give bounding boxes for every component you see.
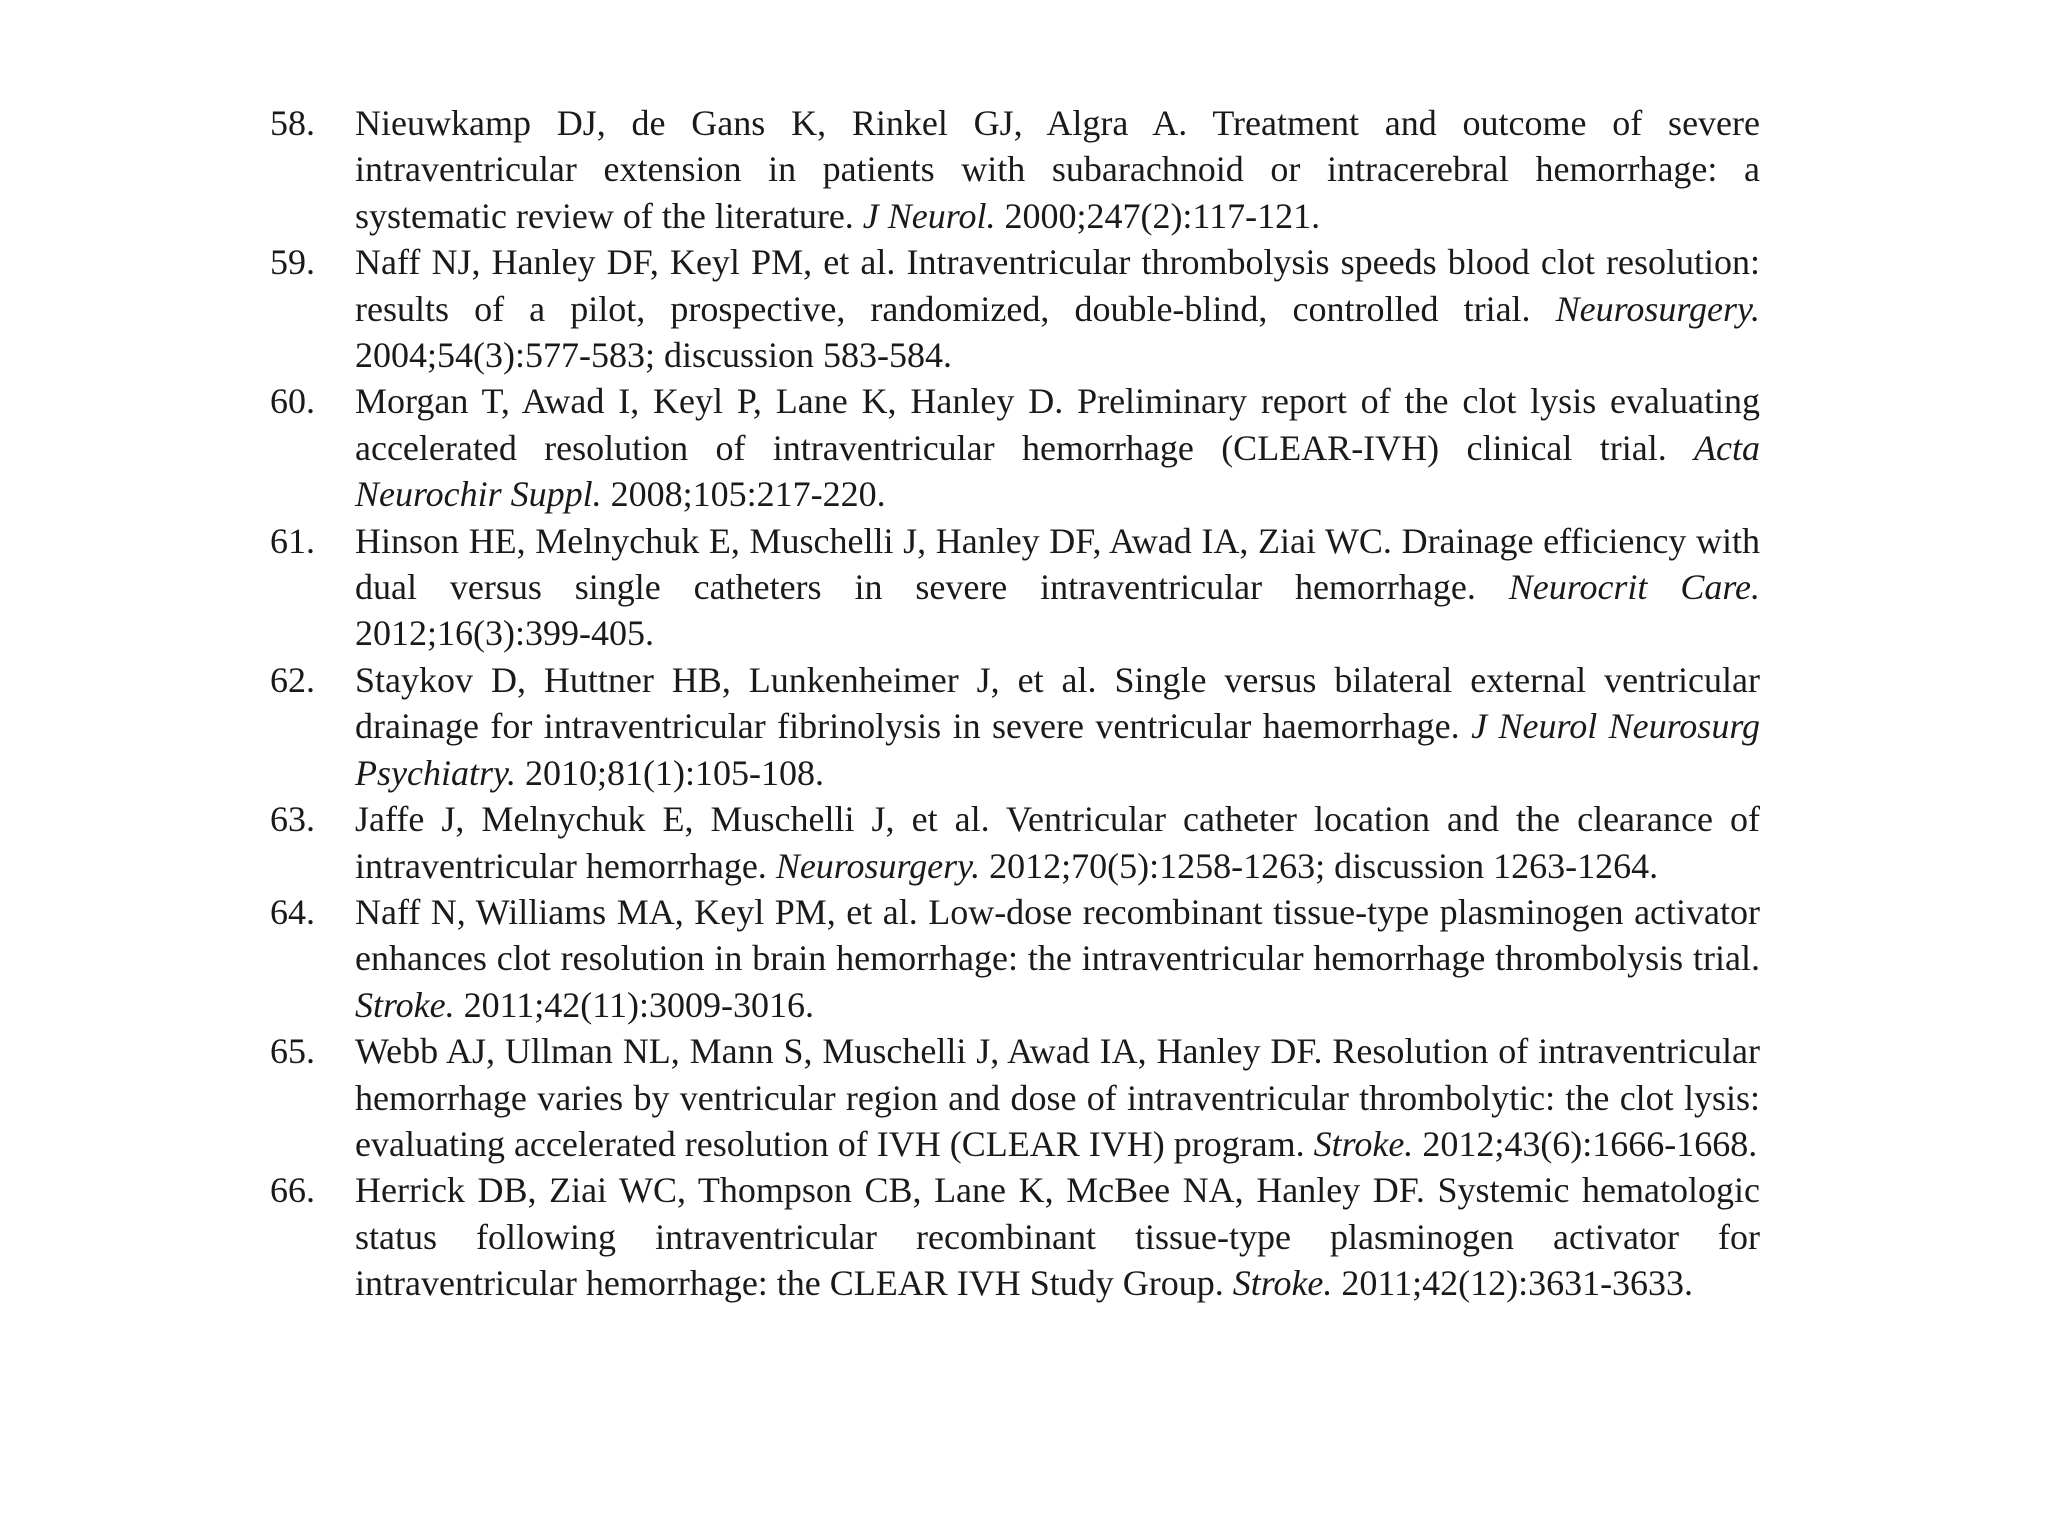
reference-item-64 [270,889,1760,1028]
reference-item-58 [270,100,1760,239]
reference-volume: 2011;42(11):3009-3016. [454,984,814,1025]
reference-volume: 2008;105:217-220. [601,474,886,515]
reference-number: 59. [270,242,315,283]
reference-citation: Naff N, Williams MA, Keyl PM, et al. Low-dose recombinant tissue-type plasminogen activator enhances clot resolution in brain hemorrhage: the intraventricular hemorrhage thrombolysis trial. [355,891,1760,979]
reference-volume: 2012;43(6):1666-1668. [1413,1123,1758,1164]
reference-text [355,796,1760,889]
reference-item-66 [270,1167,1760,1306]
reference-journal: Neurosurgery. [775,845,981,886]
reference-journal: Acta Neurochir Suppl. [355,427,1760,515]
reference-volume: 2004;54(3):577-583; discussion 583-584. [355,335,952,376]
reference-number: 65. [270,1031,315,1072]
reference-number: 61. [270,520,315,561]
reference-item-65 [270,1028,1760,1167]
reference-journal: Stroke. [355,984,455,1025]
reference-text [355,657,1760,796]
reference-citation: Morgan T, Awad I, Keyl P, Lane K, Hanley D. Preliminary report of the clot lysis evaluating accelerated resolution of intraventricular hemorrhage (CLEAR-IVH) clinical trial. [355,381,1760,468]
reference-citation: Webb AJ, Ullman NL, Mann S, Muschelli J, Awad IA, Hanley DF. Resolution of intraventricular hemorrhage varies by ventricular region and dose of intraventricular thrombolytic: the clot lysis: evaluating accelerated resolution of IVH (CLEAR IVH) program. [355,1031,1760,1164]
reference-volume: 2000;247(2):117-121. [995,195,1321,236]
reference-text [355,239,1760,378]
reference-page [270,100,1760,1307]
reference-citation: Naff NJ, Hanley DF, Keyl PM, et al. Intraventricular thrombolysis speeds blood clot resolution: results of a pilot, prospective, randomized, double-blind, controlled trial. [355,242,1760,329]
reference-list [270,100,1760,1307]
reference-text [355,100,1760,239]
reference-journal: Neurocrit Care. [1508,567,1760,608]
reference-journal: J Neurol. [862,195,996,236]
reference-citation: Hinson HE, Melnychuk E, Muschelli J, Hanley DF, Awad IA, Ziai WC. Drainage efficiency with dual versus single catheters in severe intraventricular hemorrhage. [355,520,1760,608]
reference-item-59 [270,239,1760,378]
reference-number: 62. [270,659,315,700]
reference-item-61 [270,518,1760,657]
reference-volume: 2010;81(1):105-108. [515,752,824,793]
reference-item-60 [270,378,1760,517]
reference-journal: J Neurol Neurosurg Psychiatry. [355,706,1760,793]
reference-text [355,1167,1760,1306]
reference-journal: Stroke. [1313,1123,1414,1164]
reference-citation: Staykov D, Huttner HB, Lunkenheimer J, et al. Single versus bilateral external ventricular drainage for intraventricular fibrinolysis in severe ventricular haemorrhage. [355,659,1760,747]
reference-text [355,378,1760,517]
reference-text [355,518,1760,657]
reference-volume: 2011;42(12):3631-3633. [1332,1263,1694,1304]
reference-number: 66. [270,1170,315,1211]
reference-citation: Jaffe J, Melnychuk E, Muschelli J, et al. Ventricular catheter location and the clearance of intraventricular hemorrhage. [355,799,1760,886]
reference-volume: 2012;16(3):399-405. [355,613,654,654]
reference-number: 58. [270,103,315,143]
reference-item-63 [270,796,1760,889]
reference-text [355,1028,1760,1167]
reference-number: 63. [270,799,315,840]
reference-volume: 2012;70(5):1258-1263; discussion 1263-1264. [980,845,1659,886]
reference-citation: Nieuwkamp DJ, de Gans K, Rinkel GJ, Algra A. Treatment and outcome of severe intraventricular extension in patients with subarachnoid or intracerebral hemorrhage: a systematic review of the literature. [355,103,1760,236]
reference-number: 60. [270,381,315,422]
reference-journal: Neurosurgery. [1555,288,1760,329]
reference-journal: Stroke. [1232,1263,1333,1304]
reference-text [355,889,1760,1028]
reference-item-62 [270,657,1760,796]
reference-citation: Herrick DB, Ziai WC, Thompson CB, Lane K, McBee NA, Hanley DF. Systemic hematologic status following intraventricular recombinant tissue-type plasminogen activator for intraventricular hemorrhage: the CLEAR IVH Study Group. [355,1170,1760,1304]
reference-number: 64. [270,891,315,932]
